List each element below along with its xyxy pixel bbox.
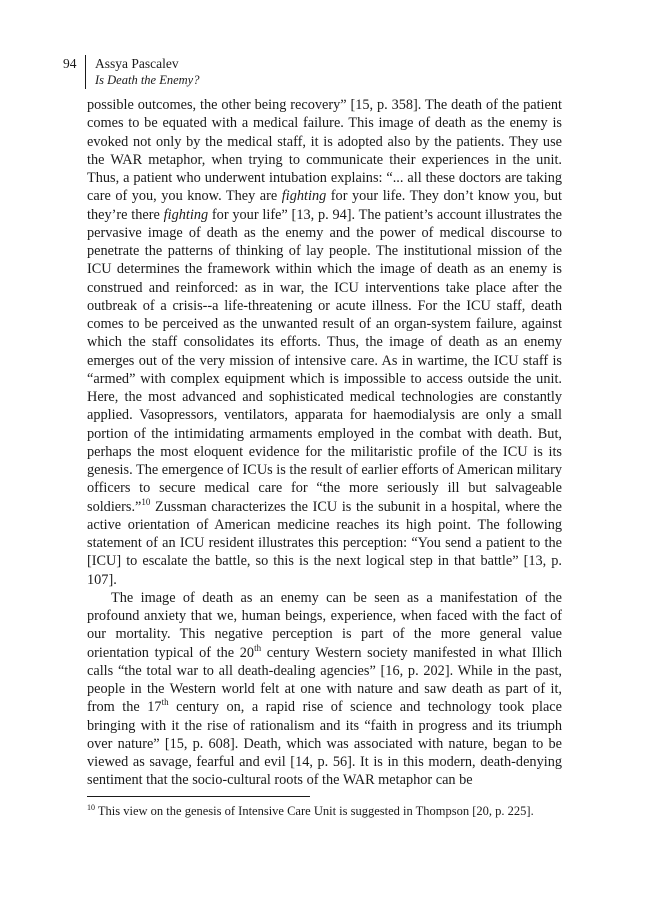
body-text (87, 96, 562, 790)
paragraph-2-text-a: The image of death as an enemy can be seen as a manifestation of the profound anxiety that we, human beings, experience, when faced with the fact of our mortality. This negative perception is part of the more general value orientation typical of the 20 (87, 589, 562, 661)
footnote-divider (87, 796, 310, 797)
paragraph-1 (87, 96, 562, 589)
superscript-th-2: th (161, 697, 169, 708)
paragraph-2-text-b: century Western society manifested in what Illich calls “the total war to all death-dealing agencies” [16, p. 202]. While in the past, people in the Western world felt at one with nature and saw death as part of it, from the 17 (87, 644, 563, 716)
superscript-th-1: th (254, 642, 262, 653)
page-number: 94 (63, 56, 77, 71)
running-header (0, 53, 650, 93)
footnote-number: 10 (87, 803, 95, 812)
footnote-text: This view on the genesis of Intensive Care Unit is suggested in Thompson [20, p. 225]. (95, 804, 534, 818)
footnote (87, 803, 562, 820)
paragraph-1-text-b: for your life. They don’t know you, but they’re there (87, 188, 562, 223)
header-text (95, 55, 199, 89)
paragraph-1-text-c: for your life” [13, p. 94]. The patient’s account illustrates the pervasive image of death as the enemy and the power of medical discourse to penetrate the patterns of thinking of lay people. The institutional mission of the ICU determines the framework within which the image of death as an enemy is construed and reinforced: as in war, the ICU interventions take place after the outbreak of a crisis--a life-threatening or acute illness. For the ICU staff, death comes to be perceived as the unwanted result of an organ-system failure, against which the staff consolidates its efforts. Thus, the image of death as an enemy emerges out of the very mission of intensive care. As in wartime, the ICU staff is “armed” with complex equipment which is impossible to access outside the unit. Here, the most advanced and sophisticated medical technologies are constantly applied. Vasopressors, ventilators, apparata for haemodialysis are only a small portion of the intimidating armaments employed in the combat with death. But, perhaps the most eloquent evidence for the militaristic profile of the ICU is its genesis. The emergence of ICUs is the result of earlier efforts of American military officers to secure medical care for “the more seriously ill but salvageable soldiers.” (87, 206, 562, 515)
header-divider (85, 55, 86, 89)
header-author: Assya Pascalev (95, 56, 179, 71)
emphasis-fighting-2: fighting (163, 206, 209, 223)
footnote-reference[interactable]: 10 (141, 496, 151, 507)
emphasis-fighting-1: fighting (281, 188, 327, 205)
paragraph-2-text-c: century on, a rapid rise of science and technology took place bringing with it the rise of rationalism and its “faith in progress and its triumph over nature” [15, p. 608]. Death, which was associated with nature, began to be viewed as savage, fearful and evil [14, p. 56]. It is in this modern, death-denying sentiment that the socio-cultural roots of the WAR metaphor can be (87, 699, 562, 789)
paragraph-2 (87, 589, 562, 790)
paragraph-1-text-d: Zussman characterizes the ICU is the subunit in a hospital, where the active orientation of American medicine reaches its high point. The following statement of an ICU resident illustrates this perception: “You send a patient to the [ICU] to escalate the battle, so this is the next logical step in that battle” [13, p. 107]. (87, 498, 562, 588)
paragraph-1-text-a: possible outcomes, the other being recovery” [15, p. 358]. The death of the patient comes to be equated with a medical failure. This image of death as the enemy is evoked not only by the medical staff, it is adopted also by the patients. They use the WAR metaphor, when trying to communicate their experiences in the unit. Thus, a patient who underwent intubation explains: “... all these doctors are taking care of you, you know. They are (87, 97, 562, 205)
header-title: Is Death the Enemy? (95, 73, 200, 87)
